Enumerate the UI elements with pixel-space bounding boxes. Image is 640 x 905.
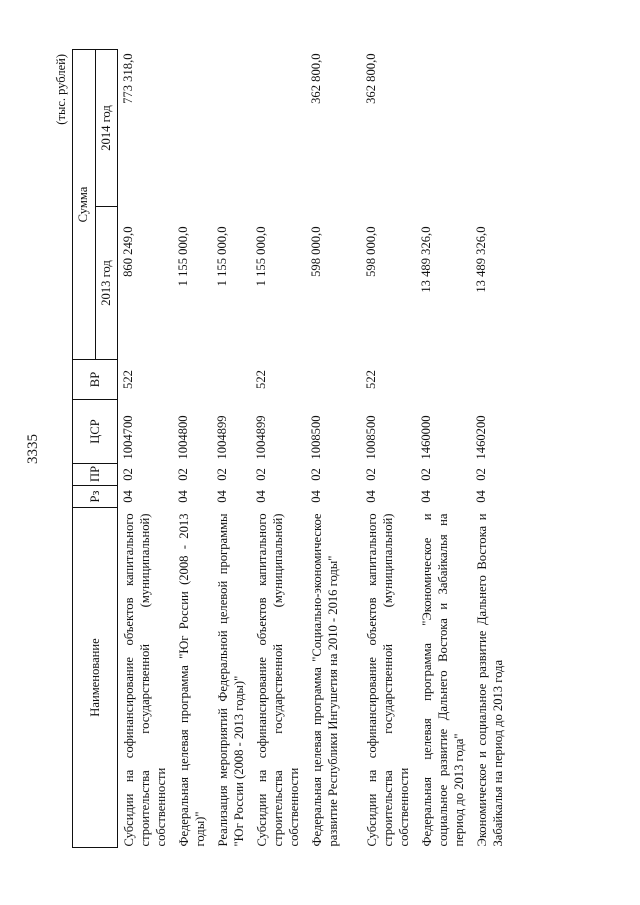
table-row <box>471 49 510 847</box>
row-name: Федеральная целевая программа "Социально-экономическое развитие Республики Ингушетия на 2010 - 2016 годы" <box>310 513 340 847</box>
row-csr: 1008500 <box>364 415 378 460</box>
page-number: 3335 <box>25 434 41 464</box>
row-2014: 773 318,0 <box>121 53 135 104</box>
row-rz: 04 <box>215 490 229 503</box>
row-csr: 1004899 <box>254 415 268 460</box>
row-vr <box>471 360 510 400</box>
table-row <box>173 49 212 847</box>
row-2014: 362 800,0 <box>364 53 378 104</box>
table-row <box>416 49 471 847</box>
row-name: Федеральная целевая программа "Юг России (2008 - 2013 годы)" <box>177 513 207 847</box>
row-2013: 13 489 326,0 <box>474 226 488 293</box>
header-sum: Сумма <box>73 49 96 359</box>
header-2013: 2013 год <box>95 207 118 360</box>
units-label: (тыс. рублей) <box>54 54 68 125</box>
row-2014: 362 800,0 <box>309 53 323 104</box>
row-2014 <box>173 49 212 206</box>
table-row <box>306 49 361 847</box>
row-vr <box>212 360 251 400</box>
row-name: Субсидии на софинансирование объектов капитального строительства государственной (муниципальной) собственности <box>122 513 168 847</box>
row-2013: 860 249,0 <box>121 226 135 277</box>
row-2014 <box>471 49 510 206</box>
row-2013: 1 155 000,0 <box>176 226 190 287</box>
row-rz: 04 <box>309 490 323 503</box>
row-2013: 13 489 326,0 <box>419 226 433 293</box>
row-vr: 522 <box>254 370 268 389</box>
row-pr: 02 <box>419 468 433 481</box>
row-2014 <box>251 49 306 206</box>
row-vr: 522 <box>121 370 135 389</box>
header-pr: ПР <box>73 464 118 486</box>
row-pr: 02 <box>364 468 378 481</box>
header-2014: 2014 год <box>95 49 118 206</box>
header-csr: ЦСР <box>73 400 118 464</box>
row-pr: 02 <box>176 468 190 481</box>
row-name: Субсидии на софинансирование объектов капитального строительства государственной (муниципальной) собственности <box>255 513 301 847</box>
row-rz: 04 <box>176 490 190 503</box>
row-2013: 598 000,0 <box>364 226 378 277</box>
row-rz: 04 <box>474 490 488 503</box>
table-row <box>361 49 416 847</box>
row-2014 <box>416 49 471 206</box>
row-csr: 1460200 <box>474 415 488 460</box>
row-csr: 1460000 <box>419 415 433 460</box>
row-csr: 1004899 <box>215 415 229 460</box>
rotated-page <box>25 50 592 848</box>
row-vr <box>416 360 471 400</box>
row-name: Субсидии на софинансирование объектов капитального строительства государственной (муниципальной) собственности <box>365 513 411 847</box>
row-2014 <box>212 49 251 206</box>
row-vr: 522 <box>364 370 378 389</box>
row-2013: 598 000,0 <box>309 226 323 277</box>
row-vr <box>173 360 212 400</box>
table-row <box>212 49 251 847</box>
row-2013: 1 155 000,0 <box>254 226 268 287</box>
row-csr: 1004700 <box>121 415 135 460</box>
row-rz: 04 <box>254 490 268 503</box>
header-rz: Рз <box>73 486 118 508</box>
row-name: Реализация мероприятий Федеральной целевой программы "Юг России (2008 - 2013 годы)" <box>216 513 246 847</box>
header-vr: ВР <box>73 360 118 400</box>
row-pr: 02 <box>474 468 488 481</box>
row-name: Экономическое и социальное развитие Дальнего Востока и Забайкалья на период до 2013 года <box>475 513 505 847</box>
table-row <box>251 49 306 847</box>
row-rz: 04 <box>419 490 433 503</box>
budget-table <box>72 49 510 848</box>
row-csr: 1008500 <box>309 415 323 460</box>
row-rz: 04 <box>364 490 378 503</box>
header-name: Наименование <box>73 508 118 848</box>
row-csr: 1004800 <box>176 415 190 460</box>
row-name: Федеральная целевая программа "Экономическое и социальное развитие Дальнего Востока и Забайкалья на период до 2013 года" <box>420 513 466 847</box>
row-pr: 02 <box>215 468 229 481</box>
row-rz: 04 <box>121 490 135 503</box>
row-pr: 02 <box>254 468 268 481</box>
row-pr: 02 <box>121 468 135 481</box>
row-pr: 02 <box>309 468 323 481</box>
table-row <box>118 49 174 847</box>
row-2013: 1 155 000,0 <box>215 226 229 287</box>
row-vr <box>306 360 361 400</box>
